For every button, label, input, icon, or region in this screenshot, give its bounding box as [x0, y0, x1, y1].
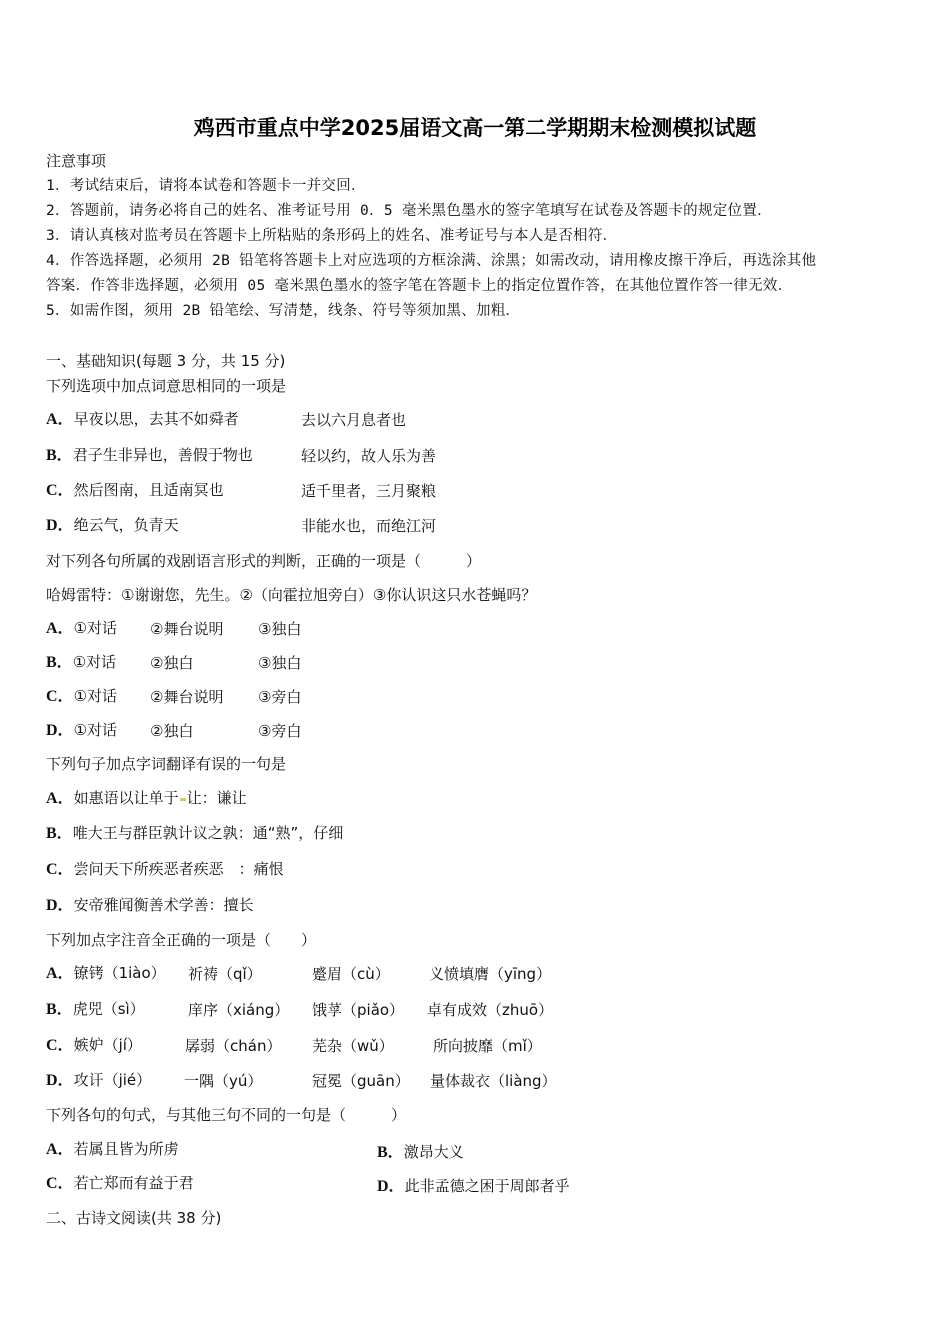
option-text: 激昂大义: [403, 1143, 464, 1161]
option-part-1: 攻讦（jié）: [73, 1071, 152, 1089]
notice-item-5: 5．如需作图，须用 2B 铅笔绘、写清楚，线条、符号等须加黑、加粗．: [46, 303, 521, 319]
option-label: C．: [46, 482, 74, 499]
q2-quote: 哈姆雷特：①谢谢您，先生。②（向霍拉旭旁白）③你认识这只水苍蝇吗？: [46, 586, 537, 604]
q4-option-b-part-2: 庠序（xiáng）: [188, 1001, 290, 1019]
notice-item-3: 3．请认真核对监考员在答题卡上所粘贴的条形码上的姓名、准考证号与本人是否相符．: [46, 228, 618, 244]
q2-option-b: [46, 652, 116, 673]
q4-stem: 下列加点字注音全正确的一项是（ ）: [46, 931, 317, 949]
section1-heading: 一、基础知识(每题 3 分，共 15 分): [46, 352, 286, 370]
q3-option-c: [46, 859, 284, 880]
q5-option-d: [377, 1173, 570, 1196]
option-part-1: ①对话: [73, 687, 118, 705]
q4-option-d-part-4: 量体裁衣（liàng）: [430, 1072, 557, 1090]
option-label: A．: [46, 790, 74, 807]
option-part-1: 虎兕（sì）: [72, 1000, 145, 1018]
q1-option-c-right: 适千里者，三月聚粮: [301, 482, 437, 500]
option-text: 唯大王与群臣孰计议之孰：通“熟”，仔细: [72, 824, 344, 842]
q2-option-b-part-3: ③独白: [258, 654, 302, 672]
option-label: C．: [46, 688, 74, 705]
notice-item-1: 1．考试结束后，请将本试卷和答题卡一并交回．: [46, 178, 366, 194]
option-part-1: ①对话: [72, 653, 117, 671]
notice-item-4-cont: 答案．作答非选择题，必须用 05 毫米黑色墨水的签字笔在答题卡上的指定位置作答，在其他位置作答一律无效．: [46, 278, 793, 294]
option-label: A．: [46, 620, 74, 637]
q2-option-d-part-3: ③旁白: [258, 722, 302, 740]
option-text: 此非孟德之困于周郎者乎: [404, 1177, 570, 1195]
option-left: 然后图南，且适南冥也: [73, 481, 224, 499]
section2-heading: 二、古诗文阅读(共 38 分): [46, 1209, 222, 1227]
option-part-1: ①对话: [73, 619, 118, 637]
q4-option-b: [46, 999, 145, 1020]
option-label: C．: [46, 1037, 74, 1054]
q1-option-a-right: 去以六月息者也: [301, 411, 407, 429]
q4-option-c-part-2: 孱弱（chán）: [185, 1037, 282, 1055]
option-text: 安帝雅闻衡善术学善：擅长: [73, 896, 254, 914]
q2-option-c-part-2: ②舞台说明: [150, 688, 224, 706]
q3-option-b: [46, 823, 343, 844]
highlight-mark: [180, 798, 186, 801]
option-text: 若属且皆为所虏: [73, 1140, 179, 1158]
q2-option-c-part-3: ③旁白: [258, 688, 302, 706]
option-text: 若亡郑而有益于君: [73, 1174, 194, 1192]
notice-item-4: 4．作答选择题，必须用 2B 铅笔将答题卡上对应选项的方框涂满、涂黑；如需改动，请用橡皮擦干净后，再选涂其他: [46, 253, 817, 269]
q2-option-a-part-3: ③独白: [258, 620, 302, 638]
q2-option-a: [46, 618, 117, 639]
q4-option-b-part-3: 饿莩（piǎo）: [312, 1001, 405, 1019]
option-part-1: 嫉妒（jí）: [73, 1036, 142, 1054]
option-text: 如惠语以让单于: [73, 789, 179, 807]
q4-option-d: [46, 1070, 151, 1091]
option-label: C．: [46, 1175, 74, 1192]
option-left: 早夜以思，去其不如舜者: [73, 410, 239, 428]
q4-option-b-part-4: 卓有成效（zhuō）: [427, 1001, 554, 1019]
option-label: B．: [46, 654, 73, 671]
q1-option-d: [46, 515, 179, 536]
notice-heading: 注意事项: [46, 152, 107, 170]
q4-option-a-part-3: 蹙眉（cù）: [312, 965, 390, 983]
q4-option-d-part-3: 冠冕（guān）: [312, 1072, 410, 1090]
q3-option-d: [46, 895, 254, 916]
q5-option-a: [46, 1139, 179, 1160]
option-label: C．: [46, 861, 74, 878]
q1-option-c: [46, 480, 224, 501]
option-label: B．: [46, 825, 73, 842]
q2-option-d-part-2: ②独白: [150, 722, 194, 740]
q4-option-c: [46, 1035, 142, 1056]
q4-option-d-part-2: 一隅（yú）: [184, 1072, 263, 1090]
option-part-1: 镣铐（1iào）: [73, 964, 166, 982]
option-left: 君子生非异也，善假于物也: [72, 446, 253, 464]
q2-option-d: [46, 720, 117, 741]
q2-option-c: [46, 686, 117, 707]
page-title: 鸡西市重点中学2025届语文高一第二学期期末检测模拟试题: [193, 116, 757, 140]
q1-option-b: [46, 445, 253, 466]
q5-option-c: [46, 1173, 194, 1194]
option-label: D．: [46, 1072, 74, 1089]
q1-option-a: [46, 409, 239, 430]
option-label: A．: [46, 411, 74, 428]
q5-stem: 下列各句的句式，与其他三句不同的一句是（ ）: [46, 1106, 407, 1124]
option-label: B．: [377, 1144, 404, 1161]
option-left: 绝云气，负青天: [73, 516, 179, 534]
q4-option-a-part-4: 义愤填膺（yīng）: [429, 965, 552, 983]
q4-option-a: [46, 963, 166, 984]
q4-option-a-part-2: 祈祷（qǐ）: [188, 965, 262, 983]
q1-stem: 下列选项中加点词意思相同的一项是: [46, 377, 287, 395]
q2-option-a-part-2: ②舞台说明: [150, 620, 224, 638]
option-gloss: 让：谦让: [186, 789, 247, 807]
option-label: D．: [377, 1178, 405, 1195]
q2-option-b-part-2: ②独白: [150, 654, 194, 672]
q1-option-d-right: 非能水也，而绝江河: [301, 517, 437, 535]
option-text: 尝问天下所疾恶者疾恶 ：痛恨: [73, 860, 284, 878]
q2-stem: 对下列各句所属的戏剧语言形式的判断，正确的一项是（ ）: [46, 552, 482, 570]
q3-option-a: [46, 788, 247, 809]
option-label: A．: [46, 1141, 74, 1158]
q3-stem: 下列句子加点字词翻译有误的一句是: [46, 755, 287, 773]
option-label: B．: [46, 1001, 73, 1018]
q4-option-c-part-3: 芜杂（wǔ）: [312, 1037, 394, 1055]
option-label: B．: [46, 447, 73, 464]
option-label: D．: [46, 897, 74, 914]
notice-item-2: 2．答题前，请务必将自己的姓名、准考证号用 0．5 毫米黑色墨水的签字笔填写在试卷及答题卡的规定位置．: [46, 203, 772, 219]
option-part-1: ①对话: [73, 721, 118, 739]
q5-option-b: [377, 1139, 464, 1162]
option-label: A．: [46, 965, 74, 982]
option-label: D．: [46, 517, 74, 534]
q1-option-b-right: 轻以约，故人乐为善: [301, 447, 437, 465]
q4-option-c-part-4: 所向披靡（mǐ）: [433, 1037, 542, 1055]
option-label: D．: [46, 722, 74, 739]
